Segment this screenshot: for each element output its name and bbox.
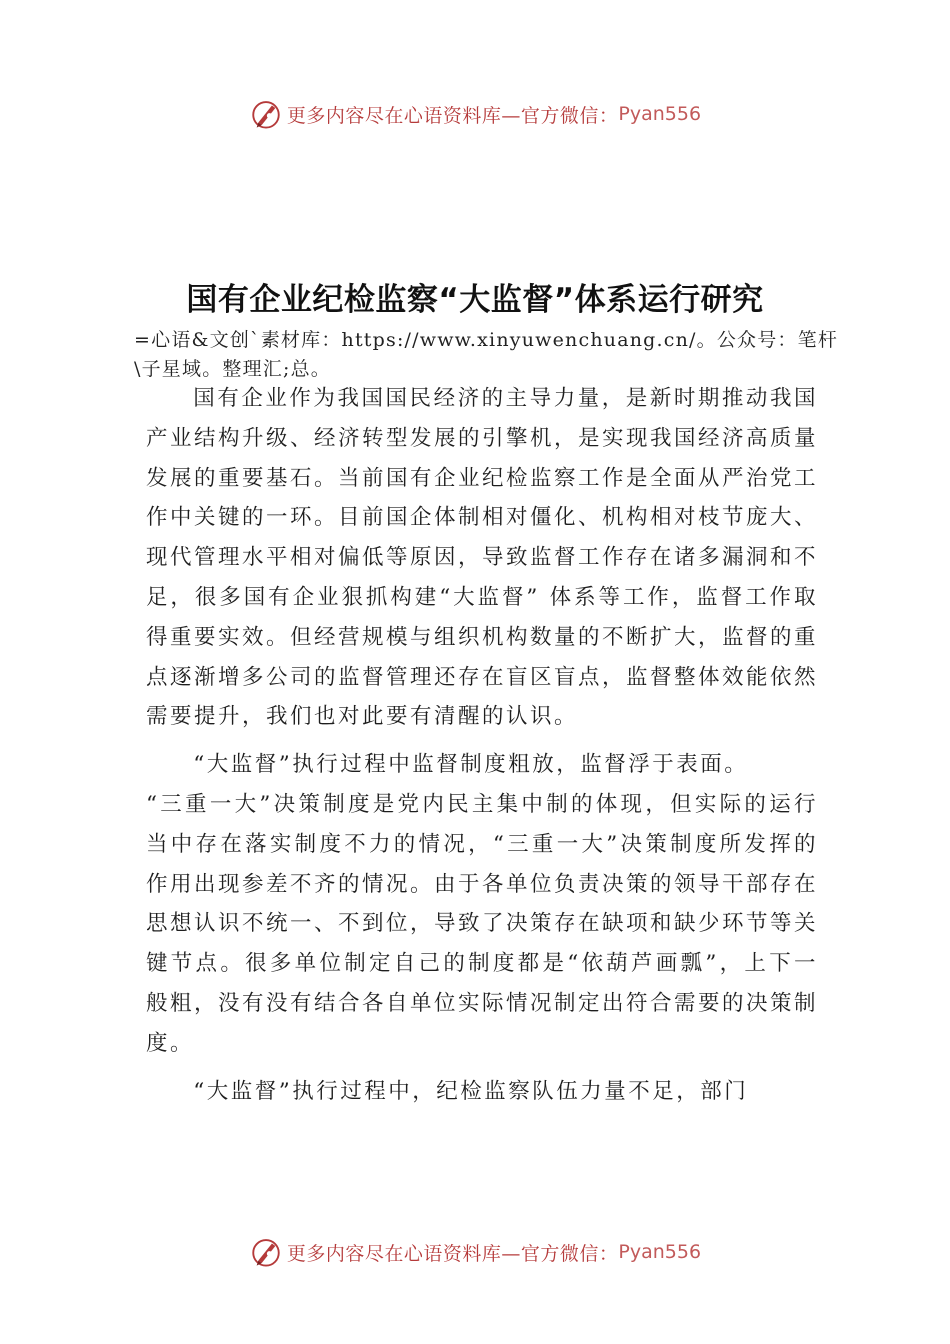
document-title: 国有企业纪检监察“大监督”体系运行研究	[186, 282, 764, 318]
paragraph: “三重一大”决策制度是党内民主集中制的体现，但实际的运行当中存在落实制度不力的情况，“三重一大”决策制度所发挥的作用出现参差不齐的情况。由于各单位负责决策的领导干部存在思想认识不统一、不到位，导致了决策存在缺项和缺少环节等关键节点。很多单位制定自己的制度都是“依葫芦画瓢”，上下一般粗，没有没有结合各自单位实际情况制定出符合需要的决策制度。	[146, 791, 819, 1056]
document-body	[146, 379, 818, 1111]
paragraph: “大监督”执行过程中监督制度粗放，监督浮于表面。	[193, 752, 749, 778]
source-line: =心语&文创`素材库：https://www.xinyuwenchuang.cn/。公众号：笔杆\子星域。整理汇;总。	[134, 329, 839, 380]
pen-circle-logo-icon	[249, 1235, 283, 1269]
footer-banner	[0, 1232, 950, 1272]
footer-banner-text: 更多内容尽在心语资料库—官方微信：	[286, 1242, 619, 1265]
paragraph: 国有企业作为我国国民经济的主导力量，是新时期推动我国产业结构升级、经济转型发展的引擎机，是实现我国经济高质量发展的重要基石。当前国有企业纪检监察工作是全面从严治党工作中关键的一环。目前国企体制相对僵化、机构相对枝节庞大、现代管理水平相对偏低等原因，导致监督工作存在诸多漏洞和不足，很多国有企业狠抓构建“大监督” 体系等工作，监督工作取得重要实效。但经营规模与组织机构数量的不断扩大，监督的重点逐渐增多公司的监督管理还存在盲区盲点，监督整体效能依然需要提升，我们也对此要有清醒的认识。	[146, 386, 819, 730]
header-wechat-id: Pyan556	[618, 103, 702, 125]
pen-circle-logo-icon	[249, 97, 283, 131]
header-banner	[0, 94, 950, 134]
paragraph: “大监督”执行过程中，纪检监察队伍力量不足，部门	[193, 1078, 749, 1104]
header-banner-text: 更多内容尽在心语资料库—官方微信：	[286, 104, 619, 127]
footer-wechat-id: Pyan556	[618, 1241, 702, 1263]
